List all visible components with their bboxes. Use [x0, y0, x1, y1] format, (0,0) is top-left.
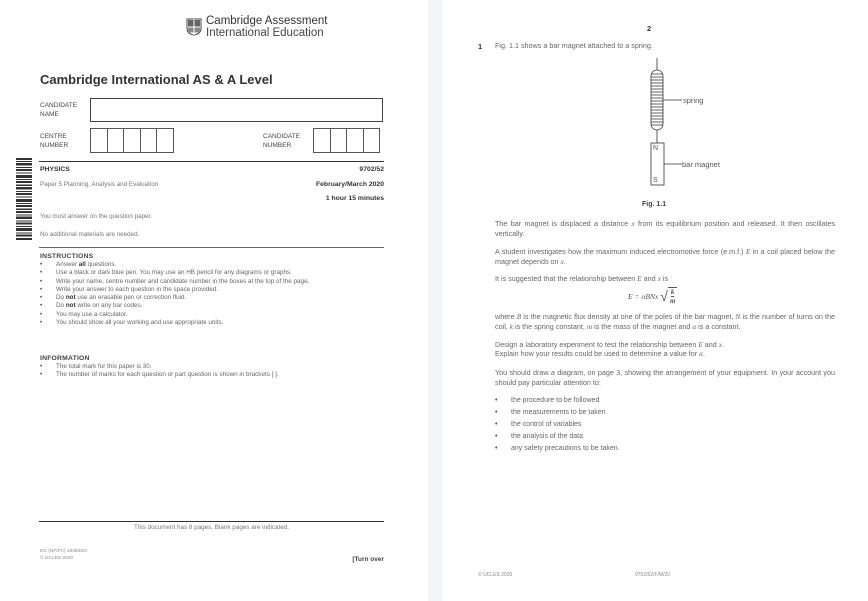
paragraph: It is suggested that the relationship between E and x is [495, 274, 669, 283]
exam-duration: 1 hour 15 minutes [325, 195, 384, 202]
instruction-item: • Use a black or dark blue pen. You may use an HB pencil for any diagrams or graphs. [40, 269, 385, 277]
centre-number-digit-box[interactable] [140, 128, 158, 153]
instruction-item: • Do not write on any bar codes. [40, 302, 385, 310]
paragraph: where B is the magnetic flux density at one of the poles of the bar magnet, N is the number of turns on the coil, k is the spring constant, m is the mass of the magnet and α is a constant. [495, 312, 835, 331]
page-number: 2 [647, 24, 652, 33]
logo-line-2: International Education [206, 27, 324, 39]
question-number: 1 [478, 42, 483, 51]
divider [39, 521, 384, 522]
sqrt-symbol: √ [660, 288, 668, 304]
north-pole-label: N [653, 145, 659, 152]
centre-number-boxes [91, 128, 174, 153]
attention-item: • the control of variables [495, 419, 620, 431]
spring-coil [651, 70, 663, 130]
south-pole-label: S [653, 177, 658, 184]
instruction-item: • Write your name, centre number and candidate number in the boxes at the top of the page. [40, 278, 385, 286]
label-line: NUMBER [263, 142, 292, 149]
attention-list [495, 395, 620, 455]
crest-shield-icon [186, 18, 202, 36]
candidate-number-digit-box[interactable] [363, 128, 381, 153]
logo-line-1: Cambridge Assessment [206, 15, 328, 27]
instruction-item: • You may use a calculator. [40, 311, 385, 319]
qualification-title: Cambridge International AS & A Level [40, 72, 273, 87]
label-line: NUMBER [40, 142, 69, 149]
cambridge-logo [186, 15, 327, 39]
instruction-item: • Write your answer to each question in the space provided. [40, 286, 385, 294]
paragraph: The bar magnet is displaced a distance x from its equilibrium position and released. It then oscillates vertically. [495, 219, 835, 238]
attention-item: • the analysis of the data [495, 431, 620, 443]
question-page [442, 0, 868, 601]
label-line: CANDIDATE [40, 102, 78, 109]
information-item: • The total mark for this paper is 30. [40, 363, 385, 371]
equation-lhs: E = αBNx [628, 291, 659, 301]
centre-number-label [40, 132, 68, 150]
candidate-number-label [263, 132, 300, 150]
instruction-item: • Answer all questions. [40, 261, 385, 269]
label-line: CANDIDATE [263, 133, 301, 140]
equation [628, 287, 677, 305]
paragraph: Design a laboratory experiment to test the relationship between E and x. [495, 340, 724, 349]
note-answer-on-paper: You must answer on the question paper. [40, 213, 153, 220]
divider [39, 247, 384, 248]
centre-number-digit-box[interactable] [90, 128, 108, 153]
barcode [14, 158, 34, 240]
turn-over-label: [Turn over [352, 556, 384, 563]
syllabus-code: 9702/52 [359, 166, 384, 173]
label-line: NAME [40, 111, 59, 118]
instructions-title: INSTRUCTIONS [40, 253, 94, 260]
footer-reference [40, 549, 87, 562]
candidate-number-digit-box[interactable] [346, 128, 364, 153]
paragraph: You should draw a diagram, on page 3, showing the arrangement of your equipment. In your account you should pay particular attention to: [495, 368, 835, 387]
exam-cover-page [0, 0, 428, 601]
fraction [668, 287, 677, 305]
note-no-materials: No additional materials are needed. [40, 231, 140, 238]
candidate-number-digit-box[interactable] [313, 128, 331, 153]
bar-magnet-label: bar magnet [682, 160, 720, 169]
paper-title: Paper 5 Planning, Analysis and Evaluation [40, 181, 159, 188]
information-title: INFORMATION [40, 355, 90, 362]
label-line: CENTRE [40, 133, 67, 140]
centre-number-digit-box[interactable] [107, 128, 125, 153]
figure-caption: Fig. 1.1 [642, 201, 667, 208]
information-item: • The number of marks for each question or part question is shown in brackets [ ]. [40, 371, 385, 379]
candidate-number-digit-box[interactable] [330, 128, 348, 153]
candidate-name-label [40, 101, 77, 119]
instructions-section [40, 253, 385, 327]
attention-item: • the procedure to be followed [495, 395, 620, 407]
copyright: © UCLES 2020 [40, 555, 73, 561]
numerator: k [670, 288, 675, 296]
candidate-name-field[interactable] [90, 98, 383, 122]
syllabus-reference: 9702/52/F/M/20 [635, 572, 671, 578]
document-reference: DC (NF/FC) 183948/3 [40, 549, 87, 554]
paragraph: Explain how your results could be used to determine a value for α. [495, 349, 705, 358]
centre-number-digit-box[interactable] [156, 128, 174, 153]
denominator: m [669, 297, 676, 305]
candidate-number-boxes [314, 128, 380, 153]
centre-number-digit-box[interactable] [123, 128, 141, 153]
divider [39, 161, 384, 162]
paragraph: A student investigates how the maximum induced electromotive force (e.m.f.) E in a coil placed below the magnet depends on x. [495, 247, 835, 266]
copyright: © UCLES 2020 [478, 572, 513, 578]
question-intro: Fig. 1.1 shows a bar magnet attached to a spring. [495, 41, 653, 50]
instruction-item: • Do not use an erasable pen or correction fluid. [40, 294, 385, 302]
attention-item: • any safety precautions to be taken. [495, 443, 620, 455]
attention-item: • the measurements to be taken [495, 407, 620, 419]
page-count-note: This document has 8 pages. Blank pages are indicated. [133, 524, 290, 531]
subject-name: PHYSICS [40, 166, 70, 173]
instruction-item: • You should show all your working and use appropriate units. [40, 319, 385, 327]
spring-label: spring [683, 96, 704, 105]
information-section [40, 355, 385, 380]
exam-session: February/March 2020 [315, 181, 384, 188]
